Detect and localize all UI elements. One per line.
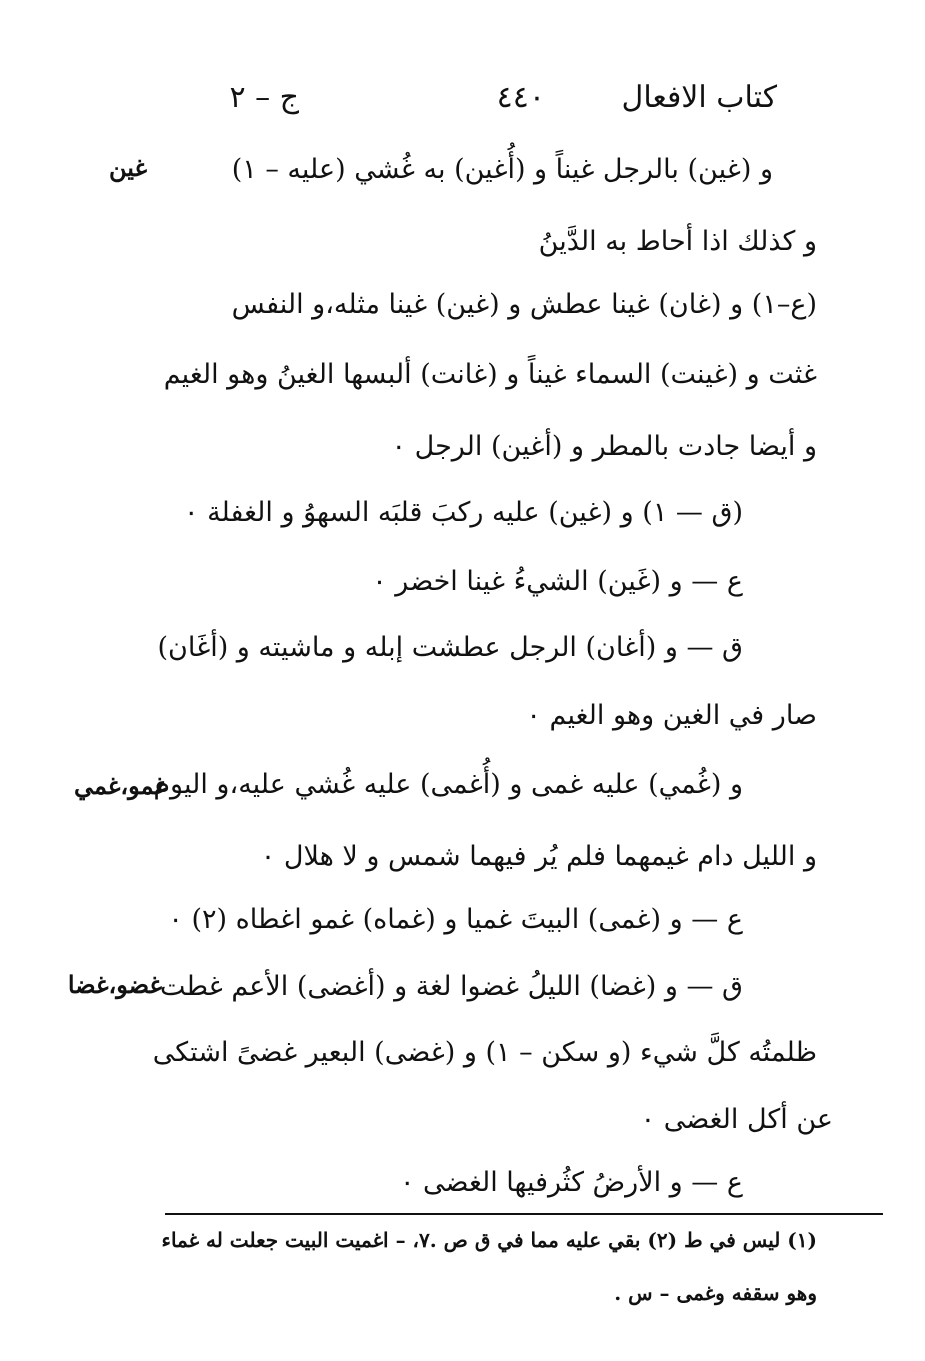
text-line: غثت و (غينت) السماء غيناً و (غانت) ألبسها الغينُ وهو الغيم (163, 359, 817, 390)
page-number: ٤٤٠ (496, 80, 545, 115)
text-line: و (غين) بالرجل غيناً و (أُغين) به غُشي (عليه – ١) (231, 154, 773, 185)
volume-label: ج – ٢ (229, 80, 299, 115)
text-line: (ق — ١) و (غين) عليه ركبَ قلبَه السهوُ و الغفلة ٠ (183, 497, 743, 528)
book-title: كتاب الافعال (621, 80, 777, 115)
text-line: ق — و (أغان) الرجل عطشت إبله و ماشيته و (أغَان) (157, 632, 743, 663)
text-line: صار في الغين وهو الغيم ٠ (526, 700, 817, 731)
text-line: ق — و (غضا) الليلُ غضوا لغة و (أغضى) الأعم غطت (159, 971, 743, 1002)
text-line: ع — و (غمى) البيتَ غميا و (غماه) غمو اغطاه (٢) ٠ (168, 904, 743, 935)
text-line: و أيضا جادت بالمطر و (أغين) الرجل ٠ (391, 431, 817, 462)
text-line: و الليل دام غيمهما فلم يُر فيهما شمس و لا هلال ٠ (260, 841, 817, 872)
margin-note-root: غمو،غمي (74, 771, 167, 800)
text-line: عن أكل الغضى ٠ (640, 1104, 833, 1135)
text-line: ع — و الأرضُ كثُرفيها الغضى ٠ (399, 1167, 743, 1198)
text-line: ع — و (غَين) الشيءُ غينا اخضر ٠ (372, 566, 743, 597)
text-line: ظلمتُه كلَّ شيء (و سكن – ١) و (غضى) البعير غضىً اشتكى (152, 1037, 817, 1068)
text-line: و كذلك اذا أحاط به الدَّينُ (538, 226, 817, 257)
footnote-line: (١) ليس في ط (٢) بقي عليه مما في ق ص .٧، – اغميت البيت جعلت له غماء (161, 1228, 817, 1252)
footnote-divider (165, 1213, 883, 1215)
text-line: (ع–١) و (غان) غينا عطش و (غين) غينا مثله،و النفس (231, 289, 817, 320)
margin-note-root: غين (108, 153, 147, 182)
text-line: و (غُمي) عليه غمى و (أُغمى) عليه غُشي عليه،و اليوم (153, 769, 743, 800)
footnote-line: وهو سقفه وغمى – س . (614, 1281, 817, 1305)
margin-note-root: غضو،غضا (67, 970, 162, 999)
